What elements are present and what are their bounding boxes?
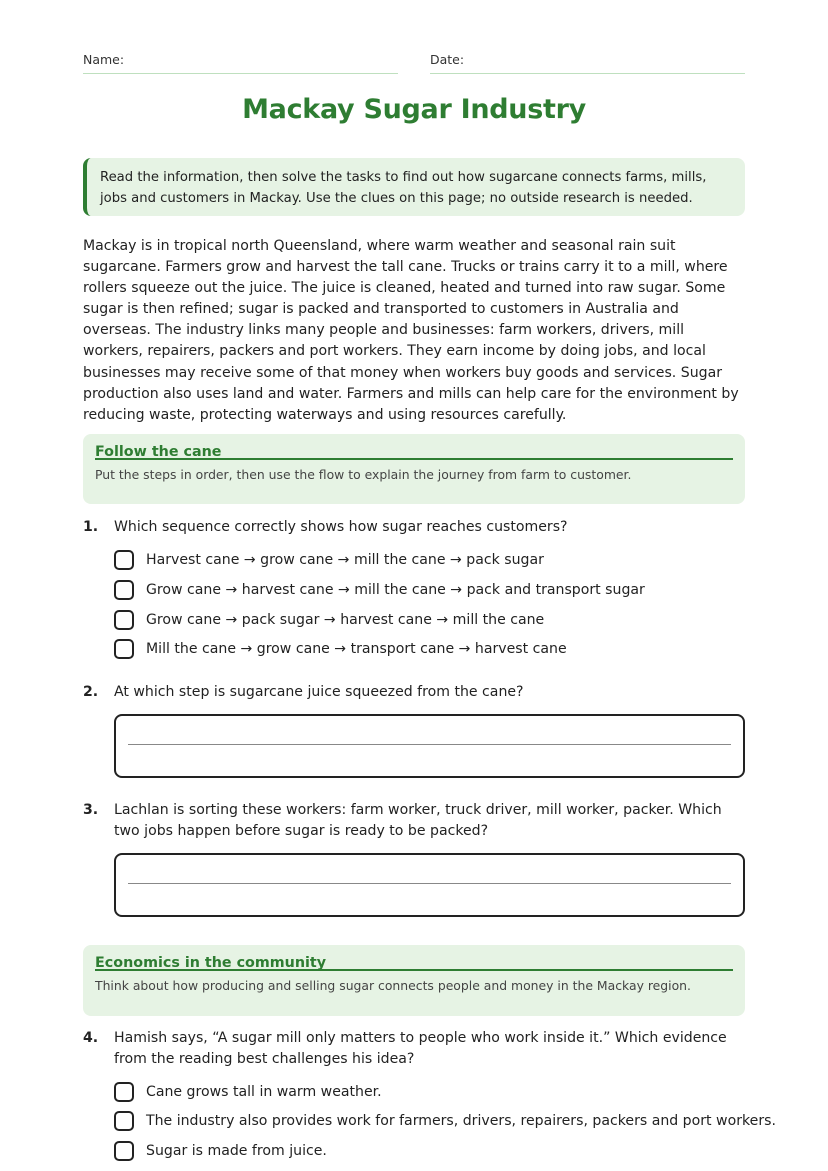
date-label: Date: — [430, 52, 465, 67]
checkbox[interactable] — [114, 550, 134, 570]
option-label: Grow cane → pack sugar → harvest cane → mill the cane — [146, 612, 545, 628]
page-title: Mackay Sugar Industry — [242, 94, 586, 125]
date-field[interactable] — [430, 52, 745, 74]
option-label: The industry also provides work for farmers, drivers, repairers, packers and port workers. — [146, 1113, 776, 1129]
section-note: Put the steps in order, then use the flow to explain the journey from farm to customer. — [95, 467, 632, 482]
question-text: Lachlan is sorting these workers: farm worker, truck driver, mill worker, packer. Which two jobs happen before sugar is ready to be packed? — [114, 802, 722, 839]
answer-box-3[interactable] — [114, 853, 745, 917]
question-number: 1. — [83, 519, 99, 535]
answer-line — [128, 883, 731, 884]
question-text: At which step is sugarcane juice squeezed from the cane? — [114, 684, 524, 700]
question-number: 4. — [83, 1030, 99, 1046]
section-title: Economics in the community — [95, 945, 733, 971]
checkbox[interactable] — [114, 580, 134, 600]
option-label: Sugar is made from juice. — [146, 1143, 327, 1159]
option-label: Harvest cane → grow cane → mill the cane → pack sugar — [146, 552, 544, 568]
name-label: Name: — [83, 52, 125, 67]
checkbox[interactable] — [114, 639, 134, 659]
question-text: Which sequence correctly shows how sugar reaches customers? — [114, 519, 568, 535]
checkbox[interactable] — [114, 1111, 134, 1131]
option-label: Grow cane → harvest cane → mill the cane → pack and transport sugar — [146, 582, 645, 598]
answer-box-2[interactable] — [114, 714, 745, 778]
section-economics — [83, 945, 745, 1016]
section-note: Think about how producing and selling sugar connects people and money in the Mackay region. — [95, 978, 691, 993]
checkbox[interactable] — [114, 610, 134, 630]
option-label: Cane grows tall in warm weather. — [146, 1084, 382, 1100]
option-label: Mill the cane → grow cane → transport cane → harvest cane — [146, 641, 567, 657]
answer-line — [128, 744, 731, 745]
reading-passage: Mackay is in tropical north Queensland, where warm weather and seasonal rain suit sugarcane. Farmers grow and harvest the tall cane. Trucks or trains carry it to a mill, where rollers squeeze out the juice. The juice is cleaned, heated and turned into raw sugar. Some sugar is then refined; sugar is packed and transported to customers in Australia and overseas. The industry links many people and businesses: farm workers, drivers, mill workers, repairers, packers and port workers. They earn income by doing jobs, and local businesses may receive some of that money when workers buy goods and services. Sugar production also uses land and water. Farmers and mills can help care for the environment by reducing waste, protecting waterways and using resources carefully. — [83, 238, 739, 423]
intro-callout — [83, 158, 745, 216]
intro-text: Read the information, then solve the tasks to find out how sugarcane connects farms, mills, jobs and customers in Mackay. Use the clues on this page; no outside research is needed. — [100, 170, 707, 206]
question-text: Hamish says, “A sugar mill only matters to people who work inside it.” Which evidence from the reading best challenges his idea? — [114, 1030, 727, 1067]
question-number: 3. — [83, 802, 99, 818]
section-follow-the-cane — [83, 434, 745, 504]
question-number: 2. — [83, 684, 99, 700]
checkbox[interactable] — [114, 1082, 134, 1102]
name-date-row — [83, 52, 745, 74]
name-field[interactable] — [83, 52, 398, 74]
checkbox[interactable] — [114, 1141, 134, 1161]
section-title: Follow the cane — [95, 434, 733, 460]
